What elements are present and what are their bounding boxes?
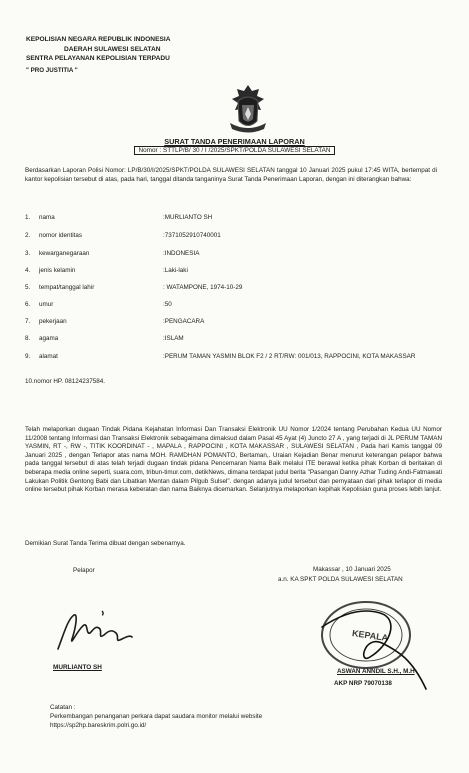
reporter-name: MURLIANTO SH <box>53 664 102 671</box>
field-label: nomor identitas <box>39 232 83 239</box>
field-label: alamat <box>39 353 58 360</box>
reporter-signature <box>50 605 135 660</box>
field-number: 1. <box>25 214 31 221</box>
notes-text: Perkembangan penanganan perkara dapat saudara monitor melalui website <box>50 713 263 720</box>
field-label: kewarganegaraan <box>39 250 90 257</box>
monitor-website-link[interactable]: https://sp2hp.bareskrim.polri.go.id/ <box>50 722 147 729</box>
letterhead-line-2: DAERAH SULAWESI SELATAN <box>64 45 161 53</box>
field-value: :7371052910740001 <box>163 232 221 239</box>
stamp-text: KEPALA <box>351 628 389 644</box>
letterhead <box>26 35 170 64</box>
document-number <box>0 147 469 154</box>
field-number: 2. <box>25 232 31 239</box>
closing-statement: Demikian Surat Tanda Terima dibuat dengan sebenarnya. <box>25 540 186 547</box>
notes-section <box>50 703 262 730</box>
field-label: agama <box>39 335 59 342</box>
reporter-label: Pelapor <box>73 567 95 574</box>
field-value: :PENGACARA <box>163 318 205 325</box>
document-number-box: Nomor : STTLP/B/ 30 / I /2025/SPKT/POLDA SULAWESI SELATAN <box>134 146 334 155</box>
field-number: 7. <box>25 318 31 325</box>
letterhead-line-1: KEPOLISIAN NEGARA REPUBLIK INDONESIA <box>26 36 171 43</box>
field-value: :50 <box>163 301 172 308</box>
field-label: nama <box>39 214 55 221</box>
field-number: 4. <box>25 267 31 274</box>
report-body-paragraph: Telah melaporkan dugaan Tindak Pidana Kejahatan Informasi Dan Transaksi Elektronik UU Nomor 1/2024 tentang Perubahan Kedua UU Nomor 11/2008 tentang Informasi dan Transaksi Elektronik sebagaimana dimaksud dalam Pasal 45 Ayat (4) Juncto 27 A , yang terjadi di JL PERUM TAMAN YASMIN, RT -, RW -, TITIK KOORDINAT - , MAPALA , RAPPOCINI , KOTA MAKASSAR , SULAWESI SELATAN , Pada hari Kamis tanggal 09 Januari 2025 , dengan Terlapor atas nama MOH. RAMDHAN POMANTO, Bertaman,. Uraian Kejadian Benar menurut keterangan pelapor bahwa pada tanggal tersebut di atas telah terjadi dugaan tindak pidana Pencemaran Nama Baik melalui ITE berawal ketika pihak Korban di beritakan di beberapa media online seperti, suara.com, tribun-timur.com, detikNews, dimana terdapat judul berita "Pasangan Danny Azhar Tuding Andi-Fatmawati Lakukan Politik Gentong Babi dan Libatkan Mentan dalam Pilgub Sulsel". dengan adanya judul tersebut dan pernyataan dari pihak terlapor di media online tersebut pihak Korban merasa keberatan dan nama Baiknya dicemarkan. Selanjutnya melaporkan kepihak Kepolisian guna proses lebih lanjut. <box>25 426 442 494</box>
place-date: Makassar , 10 Januari 2025 <box>313 566 391 573</box>
field-number: 5. <box>25 284 31 291</box>
document-title: SURAT TANDA PENERIMAAN LAPORAN <box>164 137 305 146</box>
field-value: : WATAMPONE, 1974-10-29 <box>163 284 243 291</box>
field-value: :INDONESIA <box>163 250 200 257</box>
field-label: pekerjaan <box>39 318 67 325</box>
field-number: 9. <box>25 353 31 360</box>
officer-name: ASWAN ANNDIL S.H., M.H <box>337 668 415 675</box>
police-emblem-icon <box>224 83 272 135</box>
official-stamp <box>300 585 445 695</box>
field-label: jenis kelamin <box>39 267 76 274</box>
notes-label: Catatan : <box>50 704 76 711</box>
intro-paragraph: Berdasarkan Laporan Polisi Nomor: LP/B/30/I/2025/SPKT/POLDA SULAWESI SELATAN tanggal 10 Januari 2025 pukul 17:45 WITA, bertempat di kantor kepolisian tersebut di atas, pada hari, tanggal ditanda tanganinya Surat Tanda Penerimaan Laporan, dengan ini diterangkan bahwa: <box>25 167 437 183</box>
letterhead-line-3: SENTRA PELAYANAN KEPOLISIAN TERPADU <box>26 55 170 63</box>
on-behalf-of: a.n. KA SPKT POLDA SULAWESI SELATAN <box>278 576 403 583</box>
field-value: :Laki-laki <box>163 267 188 274</box>
field-number: 8. <box>25 335 31 342</box>
pro-justitia-label: " PRO JUSTITIA " <box>26 67 78 74</box>
field-label: tempat/tanggal lahir <box>39 284 95 291</box>
field-number: 3. <box>25 250 31 257</box>
field-value: :PERUM TAMAN YASMIN BLOK F2 / 2 RT/RW: 001/013, RAPPOCINI, KOTA MAKASSAR <box>163 353 416 360</box>
field-value: :ISLAM <box>163 335 184 342</box>
phone-line: 10.nomor HP. 08124237584. <box>25 378 106 385</box>
officer-rank-nrp: AKP NRP 79070138 <box>334 680 392 687</box>
field-label: umur <box>39 301 54 308</box>
field-number: 6. <box>25 301 31 308</box>
field-value: :MURLIANTO SH <box>163 214 213 221</box>
